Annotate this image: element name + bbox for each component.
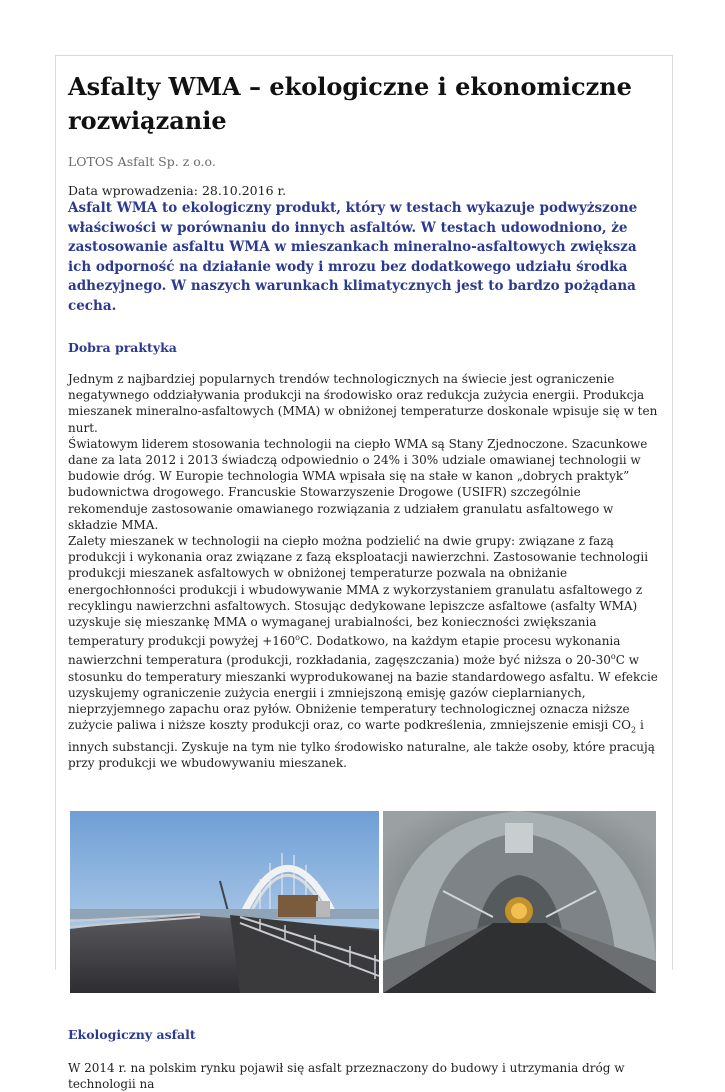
degree-mark: o [295,633,300,643]
article-date: Data wprowadzenia: 28.10.2016 r. [68,183,287,198]
subscript: 2 [631,725,637,735]
text-run: C. Dodatkowo, na każdym etapie procesu wykonania nawierzchni temperatura (produkcji, rozkładania, zagęszczania) może być niższa o 20-30 [68,634,621,668]
text-run: Zalety mieszanek w technologii na ciepło można podzielić na dwie grupy: związane z fazą produkcji i wykonania oraz związane z fazą eksploatacji nawierzchni. Zastosowanie technologii produkcji mieszanek asfaltowych w obniżonej temperaturze pozwala na obniżanie energochłonności produkcji i wbudowywanie MMA z wykorzystaniem granulatu asfaltowego z recyklingu nawierzchni asfaltowych. Stosując dedykowane lepiszcze asfaltowe (asfalty WMA) uzyskuje się mieszankę MMA o wymaganej urabialności, bez konieczności zwiększania temperatury produkcji powyżej +160 [68,534,649,649]
section-heading-dobra-praktyka: Dobra praktyka [68,340,177,355]
section-body-dobra-praktyka [68,371,660,771]
paragraph: Jednym z najbardziej popularnych trendów technologicznych na świecie jest ograniczenie negatywnego oddziaływania produkcji na środowisko oraz redukcja zużycia energii. Produkcja mieszanek mineralno-asfaltowych (MMA) w obniżonej temperaturze doskonale wpisuje się w ten nurt. [68,372,658,435]
photo-row [70,811,660,993]
tunnel-photo [383,811,660,993]
text-run: C w stosunku do temperatury mieszanki wyprodukowanej na bazie standardowego asfaltu. W efekcie uzyskujemy ograniczenie zużycia energii i zmniejszoną emisję gazów cieplarnianych, nieprzyjemnego zapachu oraz pyłów. Obniżenie temperatury technologicznej oznacza niższe zużycie paliwa i niższe koszty produkcji oraz, co warte podkreślenia, zmniejszenie emisji CO [68,653,658,733]
paragraph [68,533,660,771]
bridge-photo [70,811,379,993]
document-page [55,55,673,1092]
paragraph: Światowym liderem stosowania technologii na ciepło WMA są Stany Zjednoczone. Szacunkowe dane za lata 2012 i 2013 świadczą odpowiednio o 24% i 30% udziale omawianej technologii w budowie dróg. W Europie technologia WMA wpisała się na stałe w kanon „dobrych praktyk” budownictwa drogowego. Francuskie Stowarzyszenie Drogowe (USIFR) szczególnie rekomenduje zastosowanie omawianego rozwiązania z udziałem granulatu asfaltowego w składzie MMA. [68,436,648,532]
article-title: Asfalty WMA – ekologiczne i ekonomiczne rozwiązanie [68,72,632,135]
article-author: LOTOS Asfalt Sp. z o.o. [68,154,216,169]
article-lead: Asfalt WMA to ekologiczny produkt, który w testach wykazuje podwyższone właściwości w porównaniu do innych asfaltów. W testach udowodniono, że zastosowanie asfaltu WMA w mieszankach mineralno-asfaltowych zwiększa ich odporność na działanie wody i mrozu bez dodatkowego udziału środka adhezyjnego. W naszych warunkach klimatycznych jest to bardzo pożądana cecha. [68,200,638,314]
degree-mark: o [610,652,616,662]
text-run: i innych substancji. Zyskuje na tym nie tylko środowisko naturalne, ale także osoby, które pracują przy produkcji we wbudowywaniu mieszanek. [68,718,655,771]
section-heading-ekologiczny-asfalt: Ekologiczny asfalt [68,1027,196,1043]
section-body-ekologiczny-asfalt: W 2014 r. na polskim rynku pojawił się asfalt przeznaczony do budowy i utrzymania dróg w technologii na [68,1061,625,1092]
